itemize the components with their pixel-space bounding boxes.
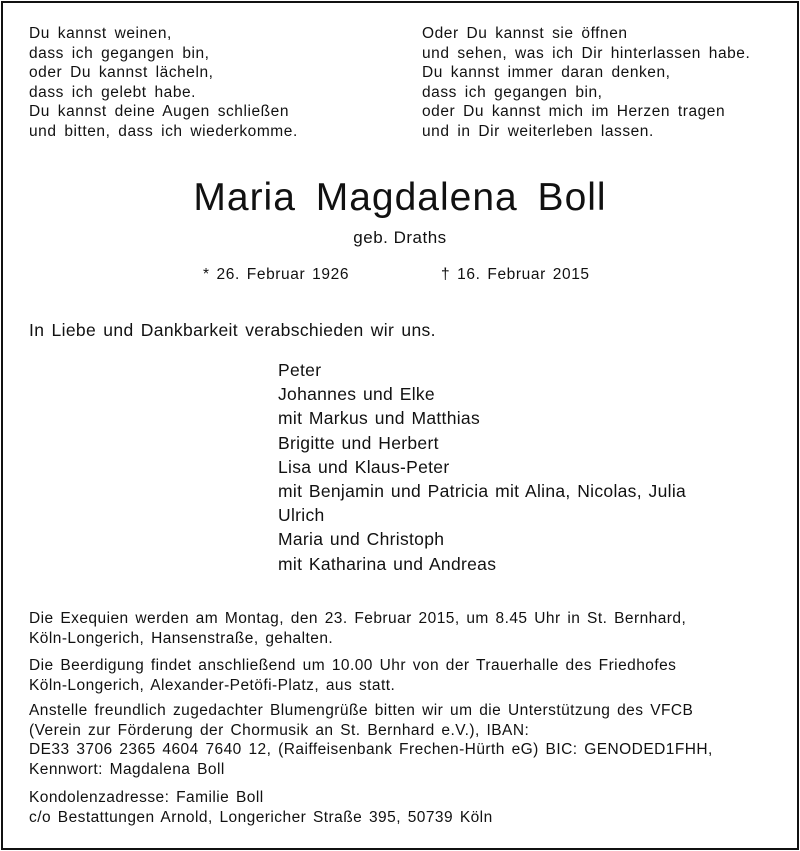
poem-right-column — [422, 24, 750, 142]
info-line: Kennwort: Magdalena Boll — [29, 760, 225, 778]
info-line: c/o Bestattungen Arnold, Longericher Straße 395, 50739 Köln — [29, 808, 493, 826]
mourner-line: Maria und Christoph — [278, 529, 445, 550]
poem-line: und in Dir weiterleben lassen. — [422, 122, 654, 140]
poem-line: Du kannst weinen, — [29, 25, 172, 42]
poem-left-column — [29, 24, 298, 142]
mourner-line: Brigitte und Herbert — [278, 432, 439, 453]
mourners-list — [278, 358, 686, 576]
birth-date: * 26. Februar 1926 — [203, 266, 350, 283]
info-line: DE33 3706 2365 4604 7640 12, (Raiffeisenbank Frechen-Hürth eG) BIC: GENODED1FHH, — [29, 741, 713, 759]
condolence-address — [29, 788, 774, 827]
deceased-name: Maria Magdalena Boll — [193, 176, 607, 219]
exequien-paragraph — [29, 609, 774, 648]
mourner-line: mit Benjamin und Patricia mit Alina, Nicolas, Julia — [278, 480, 687, 501]
mourner-line: Peter — [278, 360, 322, 380]
info-line: Die Exequien werden am Montag, den 23. Februar 2015, um 8.45 Uhr in St. Bernhard, — [29, 610, 687, 627]
poem-line: und sehen, was ich Dir hinterlassen habe. — [422, 44, 751, 62]
farewell-statement: In Liebe und Dankbarkeit verabschieden wir uns. — [29, 320, 436, 340]
poem-line: oder Du kannst lächeln, — [29, 64, 214, 82]
mourner-line: Lisa und Klaus-Peter — [278, 456, 450, 477]
burial-paragraph — [29, 656, 774, 695]
info-line: (Verein zur Förderung der Chormusik an St. Bernhard e.V.), IBAN: — [29, 721, 530, 739]
poem-line: Oder Du kannst sie öffnen — [422, 25, 628, 42]
poem-line: oder Du kannst mich im Herzen tragen — [422, 103, 726, 121]
mourner-line: Ulrich — [278, 505, 325, 526]
poem-line: Du kannst immer daran denken, — [422, 64, 671, 82]
birth-name: geb. Draths — [353, 228, 447, 247]
mourner-line: Johannes und Elke — [278, 384, 435, 405]
donation-paragraph — [29, 701, 774, 779]
mourner-line: mit Markus und Matthias — [278, 408, 481, 429]
info-line: Köln-Longerich, Alexander-Petöfi-Platz, aus statt. — [29, 676, 396, 694]
poem-line: dass ich gegangen bin, — [422, 83, 603, 101]
info-line: Köln-Longerich, Hansenstraße, gehalten. — [29, 629, 334, 647]
poem-line: dass ich gegangen bin, — [29, 44, 210, 62]
death-date: † 16. Februar 2015 — [441, 266, 590, 283]
poem-line: Du kannst deine Augen schließen — [29, 103, 289, 121]
mourner-line: mit Katharina und Andreas — [278, 553, 497, 574]
info-line: Kondolenzadresse: Familie Boll — [29, 789, 264, 806]
poem-line: dass ich gelebt habe. — [29, 83, 197, 101]
info-line: Anstelle freundlich zugedachter Blumengrüße bitten wir um die Unterstützung des VFCB — [29, 702, 694, 719]
info-line: Die Beerdigung findet anschließend um 10.00 Uhr von der Trauerhalle des Friedhofes — [29, 657, 677, 674]
poem-line: und bitten, dass ich wiederkomme. — [29, 122, 298, 140]
